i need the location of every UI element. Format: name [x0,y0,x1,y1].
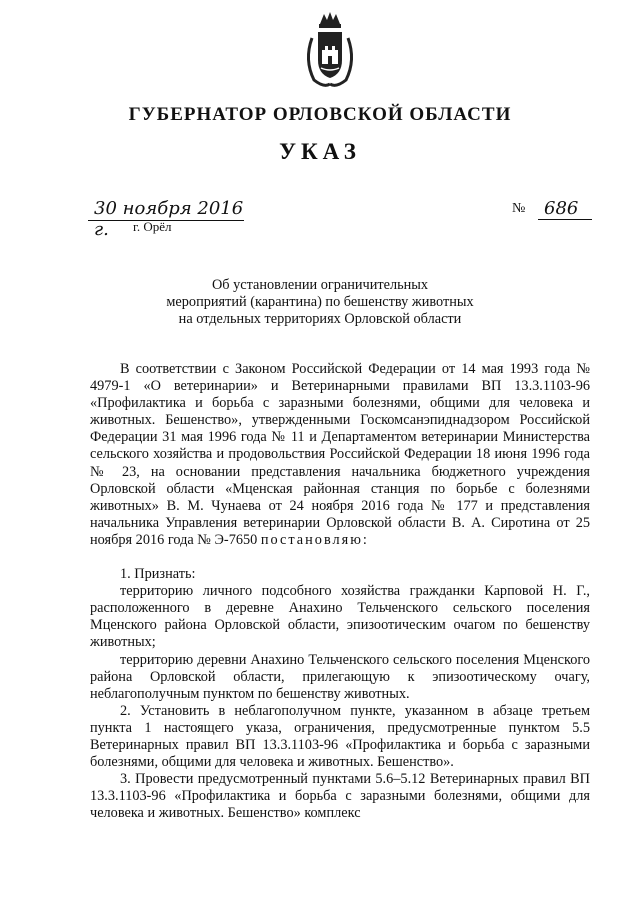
number-field [512,198,592,220]
item-1-paragraph-b: территорию деревни Анахино Тельченского сельского поселения Мценского района Орловской области, прилегающую к эпизоотическому очагу, неблагополучным пунктом по бешенству животных. [90,651,590,702]
preamble-text: В соответствии с Законом Российской Федерации от 14 мая 1993 года № 4979-1 «О ветеринарии» и Ветеринарными правилами ВП 13.3.1103-96 «Профилактика и борьба с заразными болезнями, общими для человека и животных. Бешенство», утвержденными Госкомсанэпиднадзором Российской Федерации 31 мая 1996 года № 11 и Департаментом ветеринарии Министерства сельского хозяйства и продовольствия Российской Федерации 18 июня 1996 года № 23, на основании представления начальника бюджетного учреждения Орловской области «Мценская районная станция по борьбе с болезнями животных» В. М. Чунаева от 24 ноября 2016 года № 177 и представления начальника Управления ветеринарии Орловской области В. А. Сиротина от 25 ноября 2016 года № Э-7650 [90,361,590,548]
subject-line: на отдельных территориях Орловской области [178,311,462,327]
decree-word: постановляю: [260,531,369,548]
number-line [538,198,592,220]
number-label: № [512,201,526,216]
subject-line: Об установлении ограничительных [211,277,429,293]
issuer-title: ГУБЕРНАТОР ОРЛОВСКОЙ ОБЛАСТИ [128,104,512,125]
decree-body [90,361,590,822]
coat-of-arms-emblem [300,10,360,90]
preamble-paragraph [90,361,590,549]
document-type: УКАЗ [279,139,361,164]
item-2-paragraph: 2. Установить в неблагополучном пункте, указанном в абзаце третьем пункта 1 настоящего указа, ограничения, предусмотренные пунктом 5.5 Ветеринарных правил ВП 13.3.1103-96 «Профилактика и борьба с заразными болезнями, общими для человека и животных. Бешенство». [90,702,590,771]
item-3-paragraph: 3. Провести предусмотренный пунктами 5.6–5.12 Ветеринарных правил ВП 13.3.1103-96 «Профилактика и борьба с заразными болезнями, общими для человека и животных. Бешенство» комплекс [90,771,590,822]
handwritten-date: 30 ноября 2016 г. [94,198,244,240]
item-1-paragraph-a: территорию личного подсобного хозяйства гражданки Карповой Н. Г., расположенного в деревне Анахино Тельченского сельского поселения Мценского района Орловской области, эпизоотическим очагом по бешенству животных; [90,583,590,651]
decree-subject [120,277,520,328]
handwritten-number: 686 [544,198,579,219]
issue-city: г. Орёл [133,219,172,234]
subject-line: мероприятий (карантина) по бешенству животных [166,294,474,310]
item-1-title: 1. Признать: [120,566,196,583]
